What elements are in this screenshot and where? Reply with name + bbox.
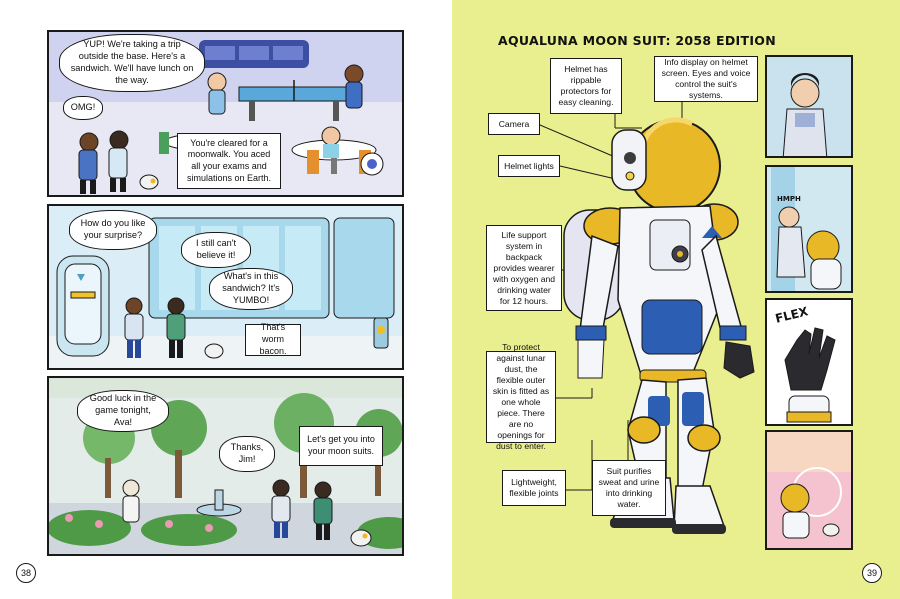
speech-bubble-sandwich: What's in this sandwich? It's YUMBO! bbox=[209, 268, 293, 310]
sfx-hmph: HMPH bbox=[777, 195, 801, 203]
label-info-display: Info display on helmet screen. Eyes and voice control the suit's systems. bbox=[654, 56, 758, 102]
label-camera: Camera bbox=[488, 113, 540, 135]
caption-box-cleared: You're cleared for a moonwalk. You aced all your exams and simulations on Earth. bbox=[177, 133, 281, 189]
strip-panel-3 bbox=[765, 298, 853, 426]
label-helmet-lights: Helmet lights bbox=[498, 155, 560, 177]
strip-panel-2-art bbox=[767, 167, 853, 293]
page-number-right: 39 bbox=[862, 563, 882, 583]
label-purifies: Suit purifies sweat and urine into drinking water. bbox=[592, 460, 666, 516]
label-helmet-protectors: Helmet has rippable protectors for easy cleaning. bbox=[550, 58, 622, 114]
page-title: AQUALUNA MOON SUIT: 2058 EDITION bbox=[498, 33, 776, 48]
page-number-left: 38 bbox=[16, 563, 36, 583]
caption-box-worm-bacon: That's worm bacon. bbox=[245, 324, 301, 356]
strip-panel-1-art bbox=[767, 57, 853, 158]
strip-panel-2 bbox=[765, 165, 853, 293]
speech-bubble-believe: I still can't believe it! bbox=[181, 232, 251, 268]
strip-panel-4-art bbox=[767, 432, 853, 550]
speech-bubble-good-luck: Good luck in the game tonight, Ava! bbox=[77, 390, 169, 432]
label-joints: Lightweight, flexible joints bbox=[502, 470, 566, 506]
comic-panel-1 bbox=[47, 30, 404, 197]
comic-panel-3 bbox=[47, 376, 404, 556]
comic-panel-2 bbox=[47, 204, 404, 370]
label-life-support: Life support system in backpack provides wearer with oxygen and drinking water for 12 hours. bbox=[486, 225, 562, 311]
speech-bubble-thanks: Thanks, Jim! bbox=[219, 436, 275, 472]
strip-panel-1 bbox=[765, 55, 853, 158]
sfx-flex: FLEX bbox=[773, 304, 810, 326]
speech-bubble-omg: OMG! bbox=[63, 96, 103, 120]
right-page bbox=[452, 0, 900, 599]
speech-bubble-surprise: How do you like your surprise? bbox=[69, 210, 157, 250]
speech-bubble-trip: YUP! We're taking a trip outside the base. Here's a sandwich. We'll have lunch on the way. bbox=[59, 34, 205, 92]
strip-panel-4 bbox=[765, 430, 853, 550]
label-lunar-dust: To protect against lunar dust, the flexible outer skin is fitted as one whole piece. There are no openings for dust to enter. bbox=[486, 351, 556, 443]
caption-box-moon-suits: Let's get you into your moon suits. bbox=[299, 426, 383, 466]
